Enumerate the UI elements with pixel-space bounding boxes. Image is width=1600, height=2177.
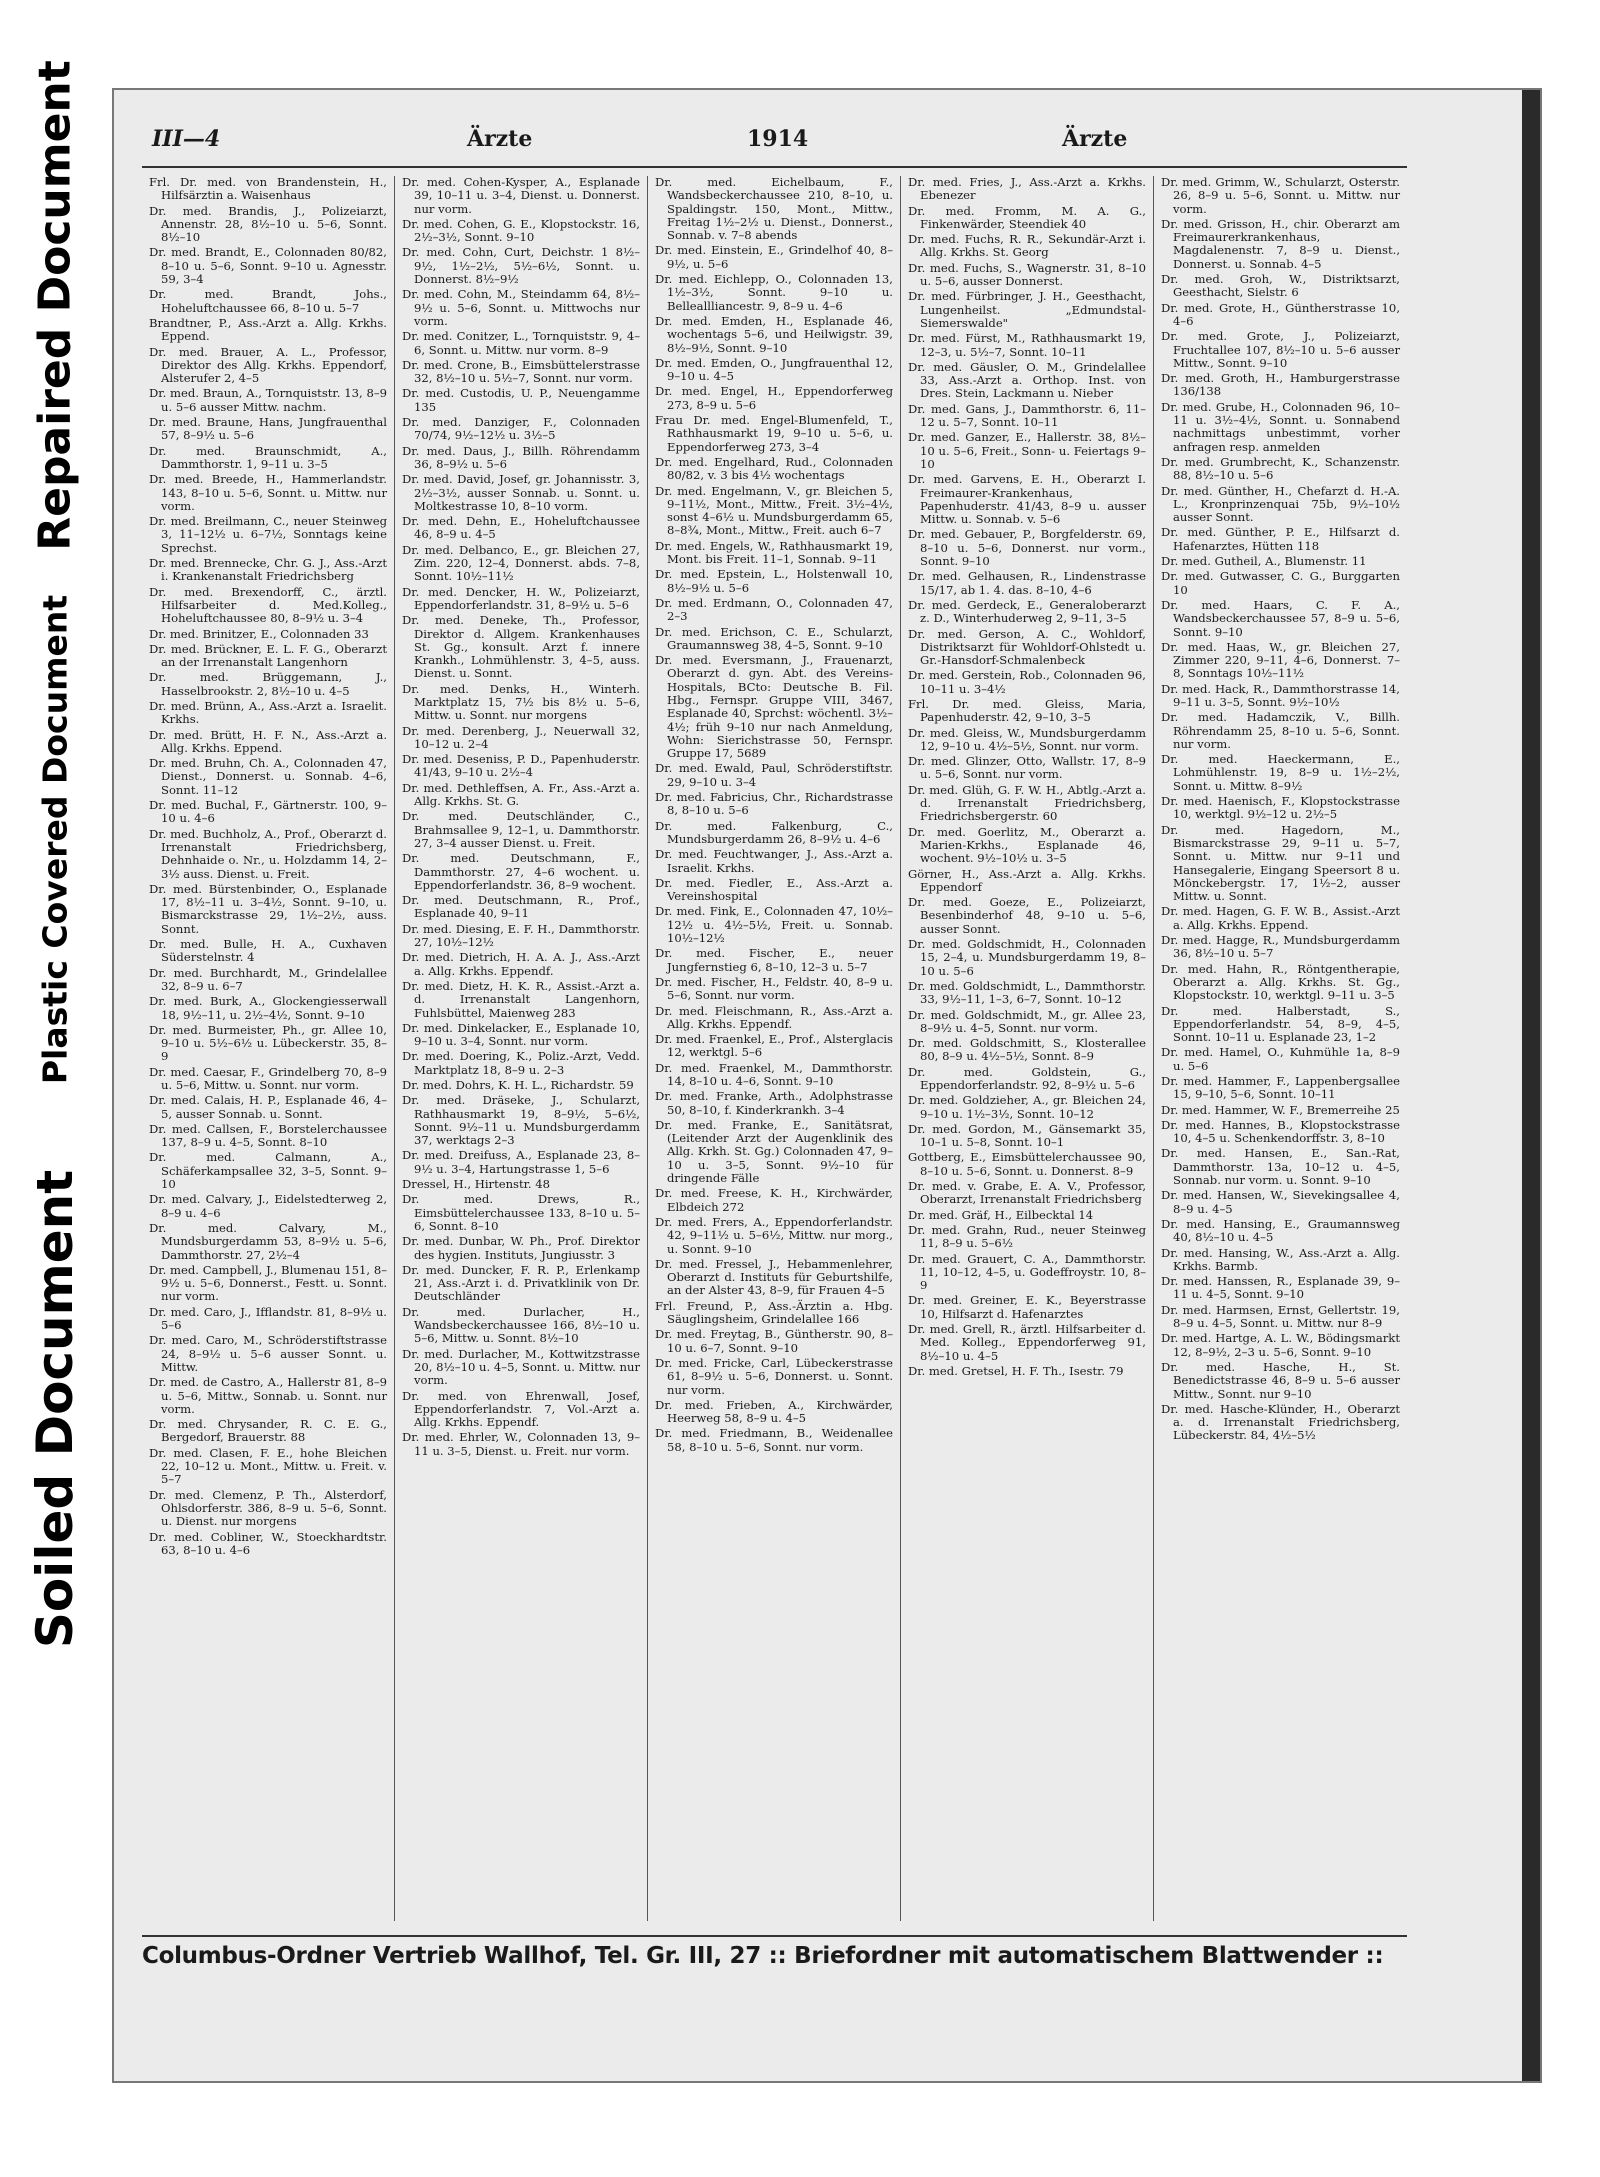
- directory-entry: Dr. med. Hagge, R., Mundsburgerdamm 36, 8½–10 u. 5–7: [1161, 933, 1400, 961]
- directory-entry: Dr. med. Goldstein, G., Eppendorferlandstr. 92, 8–9½ u. 5–6: [908, 1064, 1146, 1092]
- directory-entry: Dr. med. Dunbar, W. Ph., Prof. Direktor des hygien. Instituts, Jungiusstr. 3: [402, 1234, 640, 1262]
- directory-entry: Dr. med. Grauert, C. A., Dammthorstr. 11, 10–12, 4–5, u. Godeffroystr. 10, 8–9: [908, 1251, 1146, 1293]
- directory-entry: Dr. med. Braun, A., Tornquiststr. 13, 8–9 u. 5–6 ausser Mittw. nachm.: [149, 386, 387, 414]
- directory-entry: Dr. med. Fressel, J., Hebammenlehrer, Oberarzt d. Instituts für Geburtshilfe, an der Alster 43, 8–9, für Frauen 4–5: [655, 1256, 893, 1298]
- directory-entry: Dr. med. Fraenkel, E., Prof., Alsterglacis 12, werktgl. 5–6: [655, 1032, 893, 1060]
- directory-entry: Dr. med. Burchhardt, M., Grindelallee 32, 8–9 u. 6–7: [149, 965, 387, 993]
- directory-entry: Dr. med. Deutschländer, C., Brahmsallee 9, 12–1, u. Dammthorstr. 27, 3–4 ausser Dienst. u. Freit.: [402, 809, 640, 850]
- directory-entry: Dr. med. Conitzer, L., Tornquiststr. 9, 4–6, Sonnt. u. Mittw. nur vorm. 8–9: [402, 329, 640, 357]
- header-rule: [142, 166, 1407, 168]
- directory-entry: Dr. med. Frers, A., Eppendorferlandstr. 42, 9–11½ u. 5–6½, Mittw. nur morg., u. Sonnt. 9–10: [655, 1214, 893, 1256]
- directory-entry: Dr. med. Hartge, A. L. W., Bödingsmarkt 12, 8–9½, 2–3 u. 5–6, Sonnt. 9–10: [1161, 1331, 1400, 1359]
- directory-entry: Dr. med. Fischer, E., neuer Jungfernstieg 6, 8–10, 12–3 u. 5–7: [655, 946, 893, 974]
- directory-entry: Dr. med. Hamel, O., Kuhmühle 1a, 8–9 u. 5–6: [1161, 1045, 1400, 1073]
- directory-entry: Dr. med. Goerlitz, M., Oberarzt a. Marien-Krkhs., Esplanade 46, wochent. 9½–10½ u. 3–5: [908, 824, 1146, 866]
- directory-entry: Dr. med. Braunschmidt, A., Dammthorstr. 1, 9–11 u. 3–5: [149, 443, 387, 471]
- directory-entry: Dr. med. Hanssen, R., Esplanade 39, 9–11 u. 4–5, Sonnt. 9–10: [1161, 1274, 1400, 1302]
- directory-entry: Dr. med. Braune, Hans, Jungfrauenthal 57, 8–9½ u. 5–6: [149, 415, 387, 443]
- directory-entry: Dr. med. Fuchs, R. R., Sekundär-Arzt i. Allg. Krkhs. St. Georg: [908, 232, 1146, 260]
- directory-entry: Dr. med. Goeze, E., Polizeiarzt, Besenbinderhof 48, 9–10 u. 5–6, ausser Sonnt.: [908, 895, 1146, 936]
- directory-entry: Dr. med. Dohrs, K. H. L., Richardstr. 59: [402, 1078, 634, 1092]
- directory-entry: Dr. med. Duncker, F. R. P., Erlenkamp 21, Ass.-Arzt i. d. Privatklinik von Dr. Deutschländer: [402, 1262, 640, 1304]
- directory-entry: Dr. med. Fabricius, Chr., Richardstrasse 8, 8–10 u. 5–6: [655, 790, 893, 818]
- soiled-document-label: Soiled Document: [26, 1169, 84, 1649]
- directory-entry: Dr. med. Cohn, M., Steindamm 64, 8½–9½ u. 5–6, Sonnt. u. Mittwochs nur vorm.: [402, 287, 640, 328]
- directory-entry: Dr. med. Hack, R., Dammthorstrasse 14, 9–11 u. 3–5, Sonnt. 9½–10½: [1161, 681, 1400, 709]
- repaired-document-label: Repaired Document: [29, 60, 81, 551]
- directory-entry: Dr. med. Engel, H., Eppendorferweg 273, 8–9 u. 5–6: [655, 384, 893, 412]
- directory-entry: Dr. med. Gräf, H., Eilbecktal 14: [908, 1207, 1094, 1222]
- directory-entry: Dr. med. Brandis, J., Polizeiarzt, Annenstr. 28, 8½–10 u. 5–6, Sonnt. 8½–10: [149, 203, 387, 245]
- directory-entry: Dr. med. von Ehrenwall, Josef, Eppendorferlandstr. 7, Vol.-Arzt a. Allg. Krkhs. Eppendf.: [402, 1388, 640, 1430]
- directory-entry: Dr. med. Diesing, E. F. H., Dammthorstr. 27, 10½–12½: [402, 921, 640, 950]
- directory-entry: Dr. med. Doering, K., Poliz.-Arzt, Vedd. Marktplatz 18, 8–9 u. 2–3: [402, 1049, 640, 1077]
- directory-entry: Dr. med. Buchal, F., Gärtnerstr. 100, 9–10 u. 4–6: [149, 798, 387, 826]
- directory-entry: Dr. med. Hadamczik, V., Billh. Röhrendamm 25, 8–10 u. 5–6, Sonnt. nur vorm.: [1161, 710, 1400, 751]
- directory-entry: Dr. med. Gerstein, Rob., Colonnaden 96, 10–11 u. 3–4½: [908, 668, 1146, 696]
- section-title-left: Ärzte: [467, 126, 533, 152]
- directory-entry: Dr. med. Glinzer, Otto, Wallstr. 17, 8–9 u. 5–6, Sonnt. nur vorm.: [908, 754, 1146, 782]
- directory-entry: Dr. med. Halberstadt, S., Eppendorferlandstr. 54, 8–9, 4–5, Sonnt. 10–11 u. Esplanade 23, 1–2: [1161, 1003, 1400, 1045]
- page-header: [142, 120, 1407, 162]
- directory-entry: Dr. med. Chrysander, R. C. E. G., Bergedorf, Brauerstr. 88: [149, 1417, 387, 1445]
- directory-entry: Dr. med. Dietz, H. K. R., Assist.-Arzt a. d. Irrenanstalt Langenhorn, Fuhlsbüttel, Maienweg 283: [402, 978, 640, 1020]
- directory-entry: Dr. med. Bruhn, Ch. A., Colonnaden 47, Dienst., Donnerst. u. Sonnab. 4–6, Sonnt. 11–12: [149, 756, 387, 797]
- directory-entry: Dr. med. Ewald, Paul, Schröderstiftstr. 29, 9–10 u. 3–4: [655, 761, 893, 789]
- directory-entry: Dr. med. Grube, H., Colonnaden 96, 10–11 u. 3½–4½, Sonnt. u. Sonnabend nachmittags unbestimmt, vorher anfragen resp. anmelden: [1161, 399, 1400, 454]
- directory-entry: Dr. med. Hasche, H., St. Benedictstrasse 46, 8–9 u. 5–6 ausser Mittw., Sonnt. nur 9–10: [1161, 1359, 1400, 1401]
- directory-entry: Dr. med. Günther, P. E., Hilfsarzt d. Hafenarztes, Hütten 118: [1161, 525, 1400, 553]
- directory-entry: Dr. med. Burmeister, Ph., gr. Allee 10, 9–10 u. 5½–6½ u. Lübeckerstr. 35, 8–9: [149, 1022, 387, 1064]
- directory-entry: Dr. med. Franke, E., Sanitätsrat, (Leitender Arzt der Augenklinik des Allg. Krkh. St. Gg.) Colonnaden 47, 9–10 u. 3–5, Sonnt. 9½–10 für dringende Fälle: [655, 1117, 893, 1186]
- directory-entry: Dressel, H., Hirtenstr. 48: [402, 1177, 551, 1192]
- directory-entry: Dr. med. Gans, J., Dammthorstr. 6, 11–12 u. 5–7, Sonnt. 10–11: [908, 401, 1146, 430]
- directory-entry: Dr. med. Fromm, M. A. G., Finkenwärder, Steendiek 40: [908, 203, 1146, 231]
- directory-entry: Dr. med. Grote, J., Polizeiarzt, Fruchtallee 107, 8½–10 u. 5–6 ausser Mittw., Sonnt. 9–10: [1161, 329, 1400, 370]
- directory-entry: Dr. med. Calvary, J., Eidelstedterweg 2, 8–9 u. 4–6: [149, 1192, 387, 1220]
- directory-entry: Dr. med. Grimm, W., Schularzt, Osterstr. 26, 8–9 u. 5–6, Sonnt. u. Mittw. nur vorm.: [1161, 176, 1400, 216]
- directory-columns: [142, 176, 1407, 1921]
- directory-entry: Dr. med. Caro, J., Ifflandstr. 81, 8–9½ u. 5–6: [149, 1304, 387, 1333]
- directory-entry: Dr. med. Emden, H., Esplanade 46, wochentags 5–6, und Heilwigstr. 39, 8½–9½, Sonnt. 9–10: [655, 313, 893, 355]
- directory-entry: Dr. med. Hahn, R., Röntgentherapie, Oberarzt a. Allg. Krkhs. St. Gg., Klopstockstr. 10, werktgl. 9–11 u. 3–5: [1161, 961, 1400, 1003]
- directory-entry: Dr. med. David, Josef, gr. Johannisstr. 3, 2½–3½, ausser Sonnab. u. Sonnt. u. Moltkestrasse 10, 8–10 vorm.: [402, 472, 640, 513]
- page-edge-shadow: [1522, 90, 1540, 2081]
- directory-entry: Dr. med. Grisson, H., chir. Oberarzt am Freimaurerkrankenhaus, Magdalenenstr. 7, 8–9 u. Dienst., Donnerst. u. Sonnab. 4–5: [1161, 216, 1400, 271]
- directory-entry: Dr. med. Gelhausen, R., Lindenstrasse 15/17, ab 1. 4. das. 8–10, 4–6: [908, 569, 1146, 597]
- directory-entry: Dr. med. Hagen, G. F. W. B., Assist.-Arzt a. Allg. Krkhs. Eppend.: [1161, 904, 1400, 932]
- directory-entry: Dr. med. Freese, K. H., Kirchwärder, Elbdeich 272: [655, 1186, 893, 1214]
- directory-entry: Dr. med. Dreifuss, A., Esplanade 23, 8–9½ u. 3–4, Hartungstrasse 1, 5–6: [402, 1148, 640, 1176]
- directory-entry: Dr. med. Deutschmann, F., Dammthorstr. 27, 4–6 wochent. u. Eppendorferlandstr. 36, 8–9 wochent.: [402, 851, 640, 892]
- directory-entry: Dr. med. Erichson, C. E., Schularzt, Graumannsweg 38, 4–5, Sonnt. 9–10: [655, 624, 893, 652]
- directory-entry: Dr. med. Goldschmidt, H., Colonnaden 15, 2–4, u. Mundsburgerdamm 19, 8–10 u. 5–6: [908, 937, 1146, 978]
- directory-entry: Dr. med. Fleischmann, R., Ass.-Arzt a. Allg. Krkhs. Eppendf.: [655, 1003, 893, 1031]
- directory-entry: Frl. Dr. med. Gleiss, Maria, Papenhuderstr. 42, 9–10, 3–5: [908, 696, 1146, 725]
- directory-entry: Dr. med. Caro, M., Schröderstiftstrasse 24, 8–9½ u. 5–6 ausser Sonnt. u. Mittw.: [149, 1333, 387, 1374]
- directory-entry: Dr. med. Bürstenbinder, O., Esplanade 17, 8½–11 u. 3–4½, Sonnt. 9–10, u. Bismarckstrasse 29, 1½–2½, auss. Sonnt.: [149, 881, 387, 936]
- section-title-right: Ärzte: [1062, 126, 1128, 152]
- plastic-covered-document-label: Plastic Covered Document: [35, 594, 75, 1085]
- directory-entry: Dr. med. Brütt, H. F. N., Ass.-Arzt a. Allg. Krkhs. Eppend.: [149, 727, 387, 755]
- directory-entry: Dr. med. Cohen-Kysper, A., Esplanade 39, 10–11 u. 3–4, Dienst. u. Donnerst. nur vorm.: [402, 176, 640, 216]
- directory-page: [142, 120, 1472, 2050]
- directory-entry: Dr. med. Gerdeck, E., Generaloberarzt z. D., Winterhuderweg 2, 9–11, 3–5: [908, 597, 1146, 626]
- column-4: [901, 176, 1154, 1921]
- directory-entry: Dr. med. Haars, C. F. A., Wandsbeckerchaussee 57, 8–9 u. 5–6, Sonnt. 9–10: [1161, 597, 1400, 639]
- directory-entry: Dr. med. Dinkelacker, E., Esplanade 10, 9–10 u. 3–4, Sonnt. nur vorm.: [402, 1020, 640, 1049]
- directory-entry: Dr. med. Falkenburg, C., Mundsburgerdamm 26, 8–9½ u. 4–6: [655, 818, 893, 846]
- directory-entry: Dr. med. Hansen, E., San.-Rat, Dammthorstr. 13a, 10–12 u. 4–5, Sonnab. nur vorm. u. Sonnt. 9–10: [1161, 1146, 1400, 1188]
- directory-entry: Dr. med. Dehn, E., Hoheluftchaussee 46, 8–9 u. 4–5: [402, 514, 640, 542]
- directory-entry: Dr. med. Breede, H., Hammerlandstr. 143, 8–10 u. 5–6, Sonnt. u. Mittw. nur vorm.: [149, 472, 387, 513]
- directory-entry: Dr. med. Campbell, J., Blumenau 151, 8–9½ u. 5–6, Donnerst., Festt. u. Sonnt. nur vorm.: [149, 1262, 387, 1304]
- column-2: [395, 176, 648, 1921]
- directory-entry: Dr. med. Deseniss, P. D., Papenhuderstr. 41/43, 9–10 u. 2½–4: [402, 752, 640, 780]
- directory-entry: Dr. med. Groth, H., Hamburgerstrasse 136/138: [1161, 371, 1400, 399]
- directory-entry: Dr. med. Durlacher, M., Kottwitzstrasse 20, 8½–10 u. 4–5, Sonnt. u. Mittw. nur vorm.: [402, 1346, 640, 1388]
- directory-entry: Dr. med. Dietrich, H. A. A. J., Ass.-Arzt a. Allg. Krkhs. Eppendf.: [402, 950, 640, 978]
- directory-entry: Dr. med. Hagedorn, M., Bismarckstrasse 29, 9–11 u. 5–7, Sonnt. u. Mittw. nur 9–11 und Hansegalerie, Eingang Speersort 8 u. Mönckebergstr. 17, 1½–2, ausser Mittw. u. Sonnt.: [1161, 822, 1400, 904]
- scanned-page: [112, 88, 1542, 2083]
- directory-entry: Dr. med. Calmann, A., Schäferkampsallee 32, 3–5, Sonnt. 9–10: [149, 1150, 387, 1192]
- directory-entry: Dr. med. Bulle, H. A., Cuxhaven Süderstelnstr. 4: [149, 937, 387, 965]
- directory-entry: Dr. med. Deneke, Th., Professor, Direktor d. Allgem. Krankenhauses St. Gg., konsult. Arzt f. innere Krankh., Lohmühlenstr. 3, 4–5, auss. Dienst. u. Sonnt.: [402, 613, 640, 681]
- directory-entry: Dr. med. Brandt, Johs., Hoheluftchaussee 66, 8–10 u. 5–7: [149, 287, 387, 315]
- directory-entry: Dr. med. Engels, W., Rathhausmarkt 19, Mont. bis Freit. 11–1, Sonnab. 9–11: [655, 538, 893, 567]
- directory-entry: Dr. med. Greiner, E. K., Beyerstrasse 10, Hilfsarzt d. Hafenarztes: [908, 1293, 1146, 1321]
- directory-entry: Dr. med. Engelhard, Rud., Colonnaden 80/82, v. 3 bis 4½ wochentags: [655, 454, 893, 483]
- directory-entry: Dr. med. Fricke, Carl, Lübeckerstrasse 61, 8–9½ u. 5–6, Donnerst. u. Sonnt. nur vorm.: [655, 1355, 893, 1397]
- directory-entry: Dr. med. Fink, E., Colonnaden 47, 10½–12½ u. 4½–5½, Freit. u. Sonnab. 10½–12½: [655, 904, 893, 946]
- directory-entry: Dr. med. Hammer, F., Lappenbergsallee 15, 9–10, 5–6, Sonnt. 10–11: [1161, 1074, 1400, 1102]
- directory-entry: Dr. med. v. Grabe, E. A. V., Professor, Oberarzt, Irrenanstalt Friedrichsberg: [908, 1179, 1146, 1207]
- directory-entry: Dr. med. Feuchtwanger, J., Ass.-Arzt a. Israelit. Krkhs.: [655, 847, 893, 875]
- directory-entry: Frl. Freund, P., Ass.-Ärztin a. Hbg. Säuglingsheim, Grindelallee 166: [655, 1298, 893, 1327]
- directory-entry: Dr. med. Hansing, W., Ass.-Arzt a. Allg. Krkhs. Barmb.: [1161, 1245, 1400, 1273]
- directory-entry: Dr. med. Erdmann, O., Colonnaden 47, 2–3: [655, 595, 893, 624]
- directory-entry: Dr. med. Epstein, L., Holstenwall 10, 8½–9½ u. 5–6: [655, 567, 893, 595]
- directory-entry: Dr. med. Dräseke, J., Schularzt, Rathhausmarkt 19, 8–9½, 5–6½, Sonnt. 9½–11 u. Mundsburgerdamm 37, werktags 2–3: [402, 1093, 640, 1148]
- directory-entry: Dr. med. Fürbringer, J. H., Geesthacht, Lungenheilst. „Edmundstal-Siemerswalde": [908, 289, 1146, 330]
- directory-entry: Dr. med. Delbanco, E., gr. Bleichen 27, Zim. 220, 12–4, Donnerst. abds. 7–8, Sonnt. 10½–11½: [402, 542, 640, 584]
- directory-entry: Dr. med. Callsen, F., Borstelerchaussee 137, 8–9 u. 4–5, Sonnt. 8–10: [149, 1121, 387, 1150]
- directory-entry: Dr. med. Eversmann, J., Frauenarzt, Oberarzt d. gyn. Abt. des Vereins-Hospitals, BCto: Deutsche B. Fil. Hbg., Fernspr. Gruppe VIII, 3467, Esplanade 40, Sprchst: wöchentl. 3½–4½; früh 9–10 nur nach Anmeldung, Wohn: Sierichstrasse 50, Fernspr. Gruppe 17, 5689: [655, 653, 893, 761]
- directory-entry: Dr. med. Breilmann, C., neuer Steinweg 3, 11–12½ u. 6–7½, Sonntags keine Sprechst.: [149, 514, 387, 555]
- directory-entry: Dr. med. Freytag, B., Güntherstr. 90, 8–10 u. 6–7, Sonnt. 9–10: [655, 1327, 893, 1355]
- directory-entry: Dr. med. Grote, H., Güntherstrasse 10, 4–6: [1161, 300, 1400, 328]
- directory-entry: Dr. med. Fuchs, S., Wagnerstr. 31, 8–10 u. 5–6, ausser Donnerst.: [908, 260, 1146, 289]
- directory-entry: Dr. med. Daus, J., Billh. Röhrendamm 36, 8–9½ u. 5–6: [402, 443, 640, 471]
- directory-entry: Dr. med. Brennecke, Chr. G. J., Ass.-Arzt i. Krankenanstalt Friedrichsberg: [149, 556, 387, 584]
- directory-entry: Dr. med. Gretsel, H. F. Th., Isestr. 79: [908, 1363, 1124, 1378]
- directory-entry: Dr. med. Drews, R., Eimsbüttelerchaussee 133, 8–10 u. 5–6, Sonnt. 8–10: [402, 1192, 640, 1233]
- directory-entry: Dr. med. Haenisch, F., Klopstockstrasse 10, werktgl. 9½–12 u. 2½–5: [1161, 794, 1400, 822]
- directory-entry: Dr. med. Calvary, M., Mundsburgerdamm 53, 8–9½ u. 5–6, Dammthorstr. 27, 2½–4: [149, 1220, 387, 1262]
- column-5: [1154, 176, 1407, 1921]
- directory-entry: Dr. med. Eichelbaum, F., Wandsbeckerchaussee 210, 8–10, u. Spaldingstr. 150, Mont., Mittw., Freitag 1½–2½ u. Dienst., Donnerst., Sonnab. v. 7–8 abends: [655, 176, 893, 243]
- directory-entry: Dr. med. Grahn, Rud., neuer Steinweg 11, 8–9 u. 5–6½: [908, 1222, 1146, 1251]
- directory-entry: Dr. med. Gerson, A. C., Wohldorf, Distriktsarzt für Wohldorf-Ohlstedt u. Gr.-Hansdorf-Schmalenbeck: [908, 626, 1146, 668]
- directory-entry: Dr. med. Harmsen, Ernst, Gellertstr. 19, 8–9 u. 4–5, Sonnt. u. Mittw. nur 8–9: [1161, 1302, 1400, 1331]
- directory-entry: Dr. med. Gutheil, A., Blumenstr. 11: [1161, 554, 1367, 569]
- directory-entry: Dr. med. Calais, H. P., Esplanade 46, 4–5, ausser Sonnab. u. Sonnt.: [149, 1093, 387, 1121]
- directory-entry: Dr. med. Fiedler, E., Ass.-Arzt a. Vereinshospital: [655, 875, 893, 904]
- directory-entry: Dr. med. Dencker, H. W., Polizeiarzt, Eppendorferlandstr. 31, 8–9½ u. 5–6: [402, 584, 640, 612]
- directory-entry: Dr. med. Günther, H., Chefarzt d. H.-A. L., Kronprinzenquai 75b, 9½–10½ ausser Sonnt.: [1161, 483, 1400, 525]
- directory-entry: Dr. med. Cobliner, W., Stoeckhardtstr. 63, 8–10 u. 4–6: [149, 1529, 387, 1557]
- directory-entry: Görner, H., Ass.-Arzt a. Allg. Krkhs. Eppendorf: [908, 866, 1146, 894]
- directory-entry: Dr. med. Gleiss, W., Mundsburgerdamm 12, 9–10 u. 4½–5½, Sonnt. nur vorm.: [908, 725, 1146, 753]
- directory-entry: Dr. med. de Castro, A., Hallerstr 81, 8–9 u. 5–6, Mittw., Sonnab. u. Sonnt. nur vorm.: [149, 1375, 387, 1416]
- directory-entry: Dr. med. Grumbrecht, K., Schanzenstr. 88, 8½–10 u. 5–6: [1161, 454, 1400, 483]
- page-number: III—4: [152, 126, 221, 152]
- directory-entry: Dr. med. Brückner, E. L. F. G., Oberarzt an der Irrenanstalt Langenhorn: [149, 641, 387, 670]
- directory-entry: Dr. med. Garvens, E. H., Oberarzt I. Freimaurer-Krankenhaus, Papenhuderstr. 41/43, 8–9 u. ausser Mittw. u. Sonnab. v. 5–6: [908, 472, 1146, 527]
- directory-entry: Dr. med. Brandt, E., Colonnaden 80/82, 8–10 u. 5–6, Sonnt. 9–10 u. Agnesstr. 59, 3–4: [149, 245, 387, 287]
- directory-entry: Dr. med. Engelmann, V., gr. Bleichen 5, 9–11½, Mont., Mittw., Freit. 3½–4½, sonst 4–6½ u. Mundsburgerdamm 65, 8–8¾, Mont., Mittw., Freit. auch 6–7: [655, 483, 893, 538]
- directory-entry: Brandtner, P., Ass.-Arzt a. Allg. Krkhs. Eppend.: [149, 315, 387, 344]
- directory-entry: Dr. med. Grell, R., ärztl. Hilfsarbeiter d. Med. Kolleg., Eppendorferweg 91, 8½–10 u. 4–5: [908, 1322, 1146, 1363]
- directory-entry: Dr. med. Fraenkel, M., Dammthorstr. 14, 8–10 u. 4–6, Sonnt. 9–10: [655, 1060, 893, 1088]
- directory-entry: Dr. med. Clemenz, P. Th., Alsterdorf, Ohlsdorferstr. 386, 8–9 u. 5–6, Sonnt. u. Dienst. nur morgens: [149, 1487, 387, 1529]
- directory-entry: Dr. med. Einstein, E., Grindelhof 40, 8–9½, u. 5–6: [655, 243, 893, 271]
- directory-entry: Dr. med. Hansen, W., Sievekingsallee 4, 8–9 u. 4–5: [1161, 1188, 1400, 1216]
- directory-entry: Frau Dr. med. Engel-Blumenfeld, T., Rathhausmarkt 19, 9–10 u. 5–6, u. Eppendorferweg 273, 3–4: [655, 413, 893, 454]
- directory-entry: Dr. med. Custodis, U. P., Neuengamme 135: [402, 386, 640, 414]
- directory-entry: Frl. Dr. med. von Brandenstein, H., Hilfsärztin a. Waisenhaus: [149, 176, 387, 203]
- directory-entry: Dr. med. Cohn, Curt, Deichstr. 1 8½–9½, 1½–2½, 5½–6½, Sonnt. u. Donnerst. 8½–9½: [402, 245, 640, 287]
- side-labels: [0, 60, 110, 1920]
- directory-entry: Dr. med. Haeckermann, E., Lohmühlenstr. 19, 8–9 u. 1½–2½, Sonnt. u. Mittw. 8–9½: [1161, 752, 1400, 793]
- directory-entry: Dr. med. Durlacher, H., Wandsbeckerchaussee 166, 8½–10 u. 5–6, Mittw. u. Sonnt. 8½–10: [402, 1304, 640, 1346]
- year: 1914: [747, 126, 809, 152]
- directory-entry: Dr. med. Haas, W., gr. Bleichen 27, Zimmer 220, 9–11, 4–6, Donnerst. 7–8, Sonntags 10½–11½: [1161, 639, 1400, 681]
- directory-entry: Dr. med. Caesar, F., Grindelberg 70, 8–9 u. 5–6, Mittw. u. Sonnt. nur vorm.: [149, 1064, 387, 1092]
- directory-entry: Dr. med. Hansing, E., Graumannsweg 40, 8½–10 u. 4–5: [1161, 1216, 1400, 1245]
- directory-entry: Dr. med. Friedmann, B., Weidenallee 58, 8–10 u. 5–6, Sonnt. nur vorm.: [655, 1426, 893, 1454]
- directory-entry: Dr. med. Crone, B., Eimsbüttelerstrasse 32, 8½–10 u. 5½–7, Sonnt. nur vorm.: [402, 357, 640, 386]
- directory-entry: Dr. med. Gebauer, P., Borgfelderstr. 69, 8–10 u. 5–6, Donnerst. nur vorm., Sonnt. 9–10: [908, 527, 1146, 569]
- directory-entry: Dr. med. Hammer, W. F., Bremerreihe 25: [1161, 1102, 1400, 1117]
- directory-entry: Dr. med. Brünn, A., Ass.-Arzt a. Israelit. Krkhs.: [149, 698, 387, 727]
- directory-entry: Dr. med. Gordon, M., Gänsemarkt 35, 10–1 u. 5–8, Sonnt. 10–1: [908, 1121, 1146, 1150]
- directory-entry: Dr. med. Hasche-Klünder, H., Oberarzt a. d. Irrenanstalt Friedrichsberg, Lübeckerstr. 84, 4½–5½: [1161, 1401, 1400, 1443]
- directory-entry: Dr. med. Deutschmann, R., Prof., Esplanade 40, 9–11: [402, 893, 640, 921]
- column-1: [142, 176, 395, 1921]
- directory-entry: Dr. med. Gutwasser, C. G., Burggarten 10: [1161, 569, 1400, 597]
- directory-entry: Dr. med. Ehrler, W., Colonnaden 13, 9–11 u. 3–5, Dienst. u. Freit. nur vorm.: [402, 1430, 640, 1458]
- directory-entry: Dr. med. Danziger, F., Colonnaden 70/74, 9½–12½ u. 3½–5: [402, 415, 640, 443]
- directory-entry: Dr. med. Derenberg, J., Neuerwall 32, 10–12 u. 2–4: [402, 723, 640, 751]
- directory-entry: Dr. med. Dethleffsen, A. Fr., Ass.-Arzt a. Allg. Krkhs. St. G.: [402, 780, 640, 809]
- directory-entry: Dr. med. Goldschmitt, S., Klosterallee 80, 8–9 u. 4½–5½, Sonnt. 8–9: [908, 1036, 1146, 1064]
- directory-entry: Dr. med. Fischer, H., Feldstr. 40, 8–9 u. 5–6, Sonnt. nur vorm.: [655, 974, 893, 1003]
- directory-entry: Dr. med. Brüggemann, J., Hasselbrookstr. 2, 8½–10 u. 4–5: [149, 670, 387, 698]
- directory-entry: Dr. med. Brinitzer, E., Colonnaden 33: [149, 626, 369, 641]
- directory-entry: Dr. med. Emden, O., Jungfrauenthal 12, 9–10 u. 4–5: [655, 355, 893, 384]
- directory-entry: Dr. med. Glüh, G. F. W. H., Abtlg.-Arzt a. d. Irrenanstalt Friedrichsberg, Friedrichsbergerstr. 60: [908, 782, 1146, 824]
- directory-entry: Dr. med. Buchholz, A., Prof., Oberarzt d. Irrenanstalt Friedrichsberg, Dehnhaide o. Nr., u. Holzdamm 14, 2–3½ auss. Dienst. u. Freit.: [149, 826, 387, 881]
- directory-entry: Dr. med. Fürst, M., Rathhausmarkt 19, 12–3, u. 5½–7, Sonnt. 10–11: [908, 331, 1146, 359]
- directory-entry: Dr. med. Brexendorff, C., ärztl. Hilfsarbeiter d. Med.Kolleg., Hoheluftchaussee 80, 8–9½ u. 3–4: [149, 584, 387, 626]
- directory-entry: Dr. med. Goldschmidt, L., Dammthorstr. 33, 9½–11, 1–3, 6–7, Sonnt. 10–12: [908, 978, 1146, 1007]
- directory-entry: Dr. med. Fries, J., Ass.-Arzt a. Krkhs. Ebenezer: [908, 176, 1146, 203]
- directory-entry: Dr. med. Cohen, G. E., Klopstockstr. 16, 2½–3½, Sonnt. 9–10: [402, 216, 640, 245]
- directory-entry: Dr. med. Ganzer, E., Hallerstr. 38, 8½–10 u. 5–6, Freit., Sonn- u. Feiertags 9–10: [908, 430, 1146, 471]
- column-3: [648, 176, 901, 1921]
- directory-entry: Dr. med. Denks, H., Winterh. Marktplatz 15, 7½ bis 8½ u. 5–6, Mittw. u. Sonnt. nur morgens: [402, 681, 640, 723]
- directory-entry: Dr. med. Groh, W., Distriktsarzt, Geesthacht, Sielstr. 6: [1161, 272, 1400, 300]
- directory-entry: Dr. med. Burk, A., Glockengiesserwall 18, 9½–11, u. 2½–4½, Sonnt. 9–10: [149, 994, 387, 1022]
- directory-entry: Dr. med. Brauer, A. L., Professor, Direktor des Allg. Krkhs. Eppendorf, Alsterufer 2, 4–5: [149, 344, 387, 386]
- directory-entry: Dr. med. Hannes, B., Klopstockstrasse 10, 4–5 u. Schenkendorffstr. 3, 8–10: [1161, 1117, 1400, 1146]
- directory-entry: Dr. med. Gäusler, O. M., Grindelallee 33, Ass.-Arzt a. Orthop. Inst. von Dres. Stein, Lackmann u. Nieber: [908, 359, 1146, 401]
- directory-entry: Dr. med. Frieben, A., Kirchwärder, Heerweg 58, 8–9 u. 4–5: [655, 1397, 893, 1426]
- directory-entry: Gottberg, E., Eimsbüttelerchaussee 90, 8–10 u. 5–6, Sonnt. u. Donnerst. 8–9: [908, 1150, 1146, 1178]
- directory-entry: Dr. med. Clasen, F. E., hohe Bleichen 22, 10–12 u. Mont., Mittw. u. Freit. v. 5–7: [149, 1445, 387, 1487]
- directory-entry: Dr. med. Goldschmidt, M., gr. Allee 23, 8–9½ u. 4–5, Sonnt. nur vorm.: [908, 1007, 1146, 1035]
- directory-entry: Dr. med. Goldzieher, A., gr. Bleichen 24, 9–10 u. 1½–3½, Sonnt. 10–12: [908, 1093, 1146, 1121]
- directory-entry: Dr. med. Eichlepp, O., Colonnaden 13, 1½–3½, Sonnt. 9–10 u. Belleallliancestr. 9, 8–9 u. 4–6: [655, 272, 893, 313]
- directory-entry: Dr. med. Franke, Arth., Adolphstrasse 50, 8–10, f. Kinderkrankh. 3–4: [655, 1089, 893, 1117]
- advertisement-footer: Columbus-Ordner Vertrieb Wallhof, Tel. Gr. III, 27 :: Briefordner mit automatischem Blattwender ::: [142, 1935, 1407, 1983]
